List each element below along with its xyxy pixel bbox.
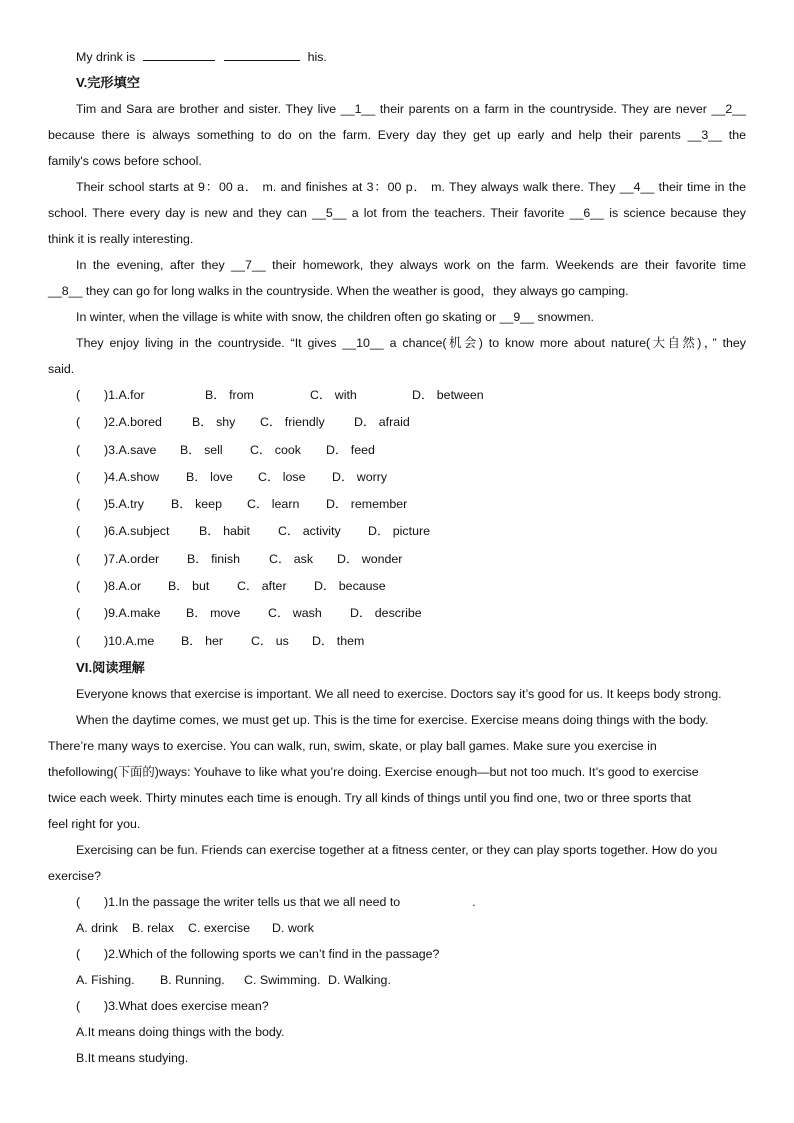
reading-question-2-options — [48, 967, 746, 993]
reading-p3-line1: Exercising can be fun. Friends can exercise together at a fitness center, or they can play sports together. How do you — [76, 842, 718, 857]
option-d: D． picture — [368, 524, 430, 539]
option-d: D． feed — [326, 442, 375, 457]
reading-p1: Everyone knows that exercise is important. We all need to exercise. Doctors say it’s good for us. It keeps body strong. — [76, 686, 722, 701]
answer-paren: ( — [76, 442, 81, 457]
option-b[interactable]: B. relax — [132, 920, 175, 935]
drink-sentence — [48, 44, 746, 70]
option-b: B． shy — [192, 415, 236, 430]
question-10[interactable] — [48, 628, 746, 655]
option-c: C． cook — [250, 442, 301, 457]
drink-sentence-end: his. — [307, 50, 327, 64]
option-b: B． love — [186, 469, 233, 484]
option-b: B． sell — [180, 442, 223, 457]
option-c: C． after — [237, 579, 287, 594]
reading-p3-line2: exercise? — [48, 868, 102, 883]
question-3[interactable] — [48, 437, 746, 464]
option-d: D． because — [314, 579, 386, 594]
option-d: D． between — [412, 388, 484, 402]
cloze-p3-line2: __8__ they can go for long walks in the countryside. When the weather is good，they always go camping. — [48, 284, 629, 298]
answer-paren: ( — [76, 551, 81, 566]
answer-paren: ( — [76, 633, 81, 648]
reading-p2-line3: thefollowing(下面的)ways: Youhave to like what you’re doing. Exercise enough—but not too much. It’s good to exercise — [48, 764, 699, 779]
option-c: C． learn — [247, 497, 300, 512]
section-vi-title: VI.阅读理解 — [76, 659, 145, 675]
answer-paren: ( — [76, 894, 81, 909]
reading-question-3[interactable] — [48, 993, 746, 1019]
worksheet-page — [48, 44, 746, 1071]
option-b: B． move — [186, 606, 241, 621]
answer-paren: ( — [76, 946, 81, 961]
cloze-p1-line2: because there is always something to do on the farm. Every day they get up early and help their parents __3__ the — [48, 128, 746, 142]
answer-paren: ( — [76, 469, 81, 484]
answer-paren: ( — [76, 415, 81, 430]
option-c: C． wash — [268, 606, 322, 621]
question-8[interactable] — [48, 573, 746, 600]
cloze-p5-line2: said. — [48, 362, 75, 376]
answer-paren: ( — [76, 388, 81, 402]
cloze-p1-line3: family's cows before school. — [48, 154, 202, 168]
option-a: )7.A.order — [104, 551, 160, 566]
cloze-p4-line1: In winter, when the village is white with snow, the children often go skating or __9__ snowmen. — [76, 310, 594, 324]
option-a: )9.A.make — [104, 606, 161, 621]
option-c: C． us — [251, 633, 289, 648]
reading-question-3-option-a[interactable]: A.It means doing things with the body. — [76, 1024, 285, 1039]
reading-question-1-options — [48, 915, 746, 941]
option-a[interactable]: A. drink — [76, 920, 119, 935]
reading-question-1[interactable] — [48, 889, 746, 915]
option-d: D． them — [312, 633, 365, 648]
answer-paren: ( — [76, 606, 81, 621]
reading-questions — [48, 889, 746, 1071]
reading-p2-line1: When the daytime comes, we must get up. This is the time for exercise. Exercise means doing things with the body. — [76, 712, 709, 727]
drink-sentence-start: My drink is — [76, 50, 136, 64]
option-a: )3.A.save — [104, 442, 157, 457]
question-5[interactable] — [48, 491, 746, 518]
option-c[interactable]: C. Swimming. — [244, 972, 321, 987]
section-v-title: V.完形填空 — [76, 75, 140, 90]
reading-p2-line4: twice each week. Thirty minutes each time is enough. Try all kinds of things until you find one, two or three sports that — [48, 790, 692, 805]
question-7[interactable] — [48, 546, 746, 573]
option-b: B． from — [205, 388, 254, 402]
option-b: B． but — [168, 579, 210, 594]
option-a: )4.A.show — [104, 469, 160, 484]
cloze-p5-line1: They enjoy living in the countryside. “It gives __10__ a chance(机会) to know more about nature(大自然)，” they — [76, 336, 746, 350]
question-2[interactable] — [48, 409, 746, 436]
reading-question-2-text: )2.Which of the following sports we can’t find in the passage? — [104, 946, 440, 961]
option-c: C． ask — [269, 551, 314, 566]
option-c: C． activity — [278, 524, 341, 539]
question-6[interactable] — [48, 518, 746, 545]
option-b: B． finish — [187, 551, 241, 566]
reading-passage — [48, 681, 746, 889]
option-d[interactable]: D. work — [272, 920, 314, 935]
answer-paren: ( — [76, 497, 81, 512]
question-4[interactable] — [48, 464, 746, 491]
reading-question-3-option-b[interactable]: B.It means studying. — [76, 1050, 189, 1065]
option-d: D． worry — [332, 469, 388, 484]
option-b: B． habit — [199, 524, 250, 539]
answer-paren: ( — [76, 998, 81, 1013]
option-b: B． her — [181, 633, 224, 648]
reading-p2-line5: feel right for you. — [48, 816, 141, 831]
cloze-p3-line1: In the evening, after they __7__ their homework, they always work on the farm. Weekends are their favorite time — [76, 258, 746, 272]
option-d: D． wonder — [337, 551, 403, 566]
option-a: )6.A.subject — [104, 524, 170, 539]
answer-paren: ( — [76, 524, 81, 539]
option-a: )8.A.or — [104, 579, 142, 594]
option-c: C． with — [310, 388, 357, 402]
cloze-p2-line1: Their school starts at 9：00 a． m. and finishes at 3：00 p． m. They always walk there. They __4__ their time in the — [76, 180, 746, 194]
option-d: D． describe — [350, 606, 422, 621]
option-b[interactable]: B. Running. — [160, 972, 225, 987]
reading-question-1-text: )1.In the passage the writer tells us that we all need to — [104, 894, 401, 909]
option-c[interactable]: C. exercise — [188, 920, 250, 935]
answer-paren: ( — [76, 579, 81, 594]
reading-question-2[interactable] — [48, 941, 746, 967]
option-a: )1.A.for — [104, 388, 145, 402]
option-a: )5.A.try — [104, 497, 144, 512]
option-c: C． lose — [258, 469, 306, 484]
answer-blank-2[interactable] — [224, 48, 300, 61]
cloze-p1-line1: Tim and Sara are brother and sister. They live __1__ their parents on a farm in the countryside. They are never __2__ — [76, 102, 746, 116]
cloze-questions — [48, 382, 746, 655]
reading-p2-line2: There’re many ways to exercise. You can walk, run, swim, skate, or play ball games. Make sure you exercise in — [48, 738, 657, 753]
answer-blank-1[interactable] — [143, 48, 215, 61]
option-a: )2.A.bored — [104, 415, 162, 430]
cloze-p2-line2: school. There every day is new and they can __5__ a lot from the teachers. Their favorite __6__ is science because they — [48, 206, 746, 220]
option-b: B． keep — [171, 497, 222, 512]
question-1[interactable] — [48, 382, 746, 409]
question-9[interactable] — [48, 600, 746, 627]
reading-question-1-period: . — [472, 894, 476, 909]
reading-question-3-text: )3.What does exercise mean? — [104, 998, 269, 1013]
option-d: D． afraid — [354, 415, 410, 430]
option-c: C． friendly — [260, 415, 325, 430]
option-d: D． remember — [326, 497, 408, 512]
option-a: )10.A.me — [104, 633, 155, 648]
option-d[interactable]: D. Walking. — [328, 972, 391, 987]
cloze-p2-line3: think it is really interesting. — [48, 232, 194, 246]
option-a[interactable]: A. Fishing. — [76, 972, 135, 987]
cloze-passage — [48, 96, 746, 382]
